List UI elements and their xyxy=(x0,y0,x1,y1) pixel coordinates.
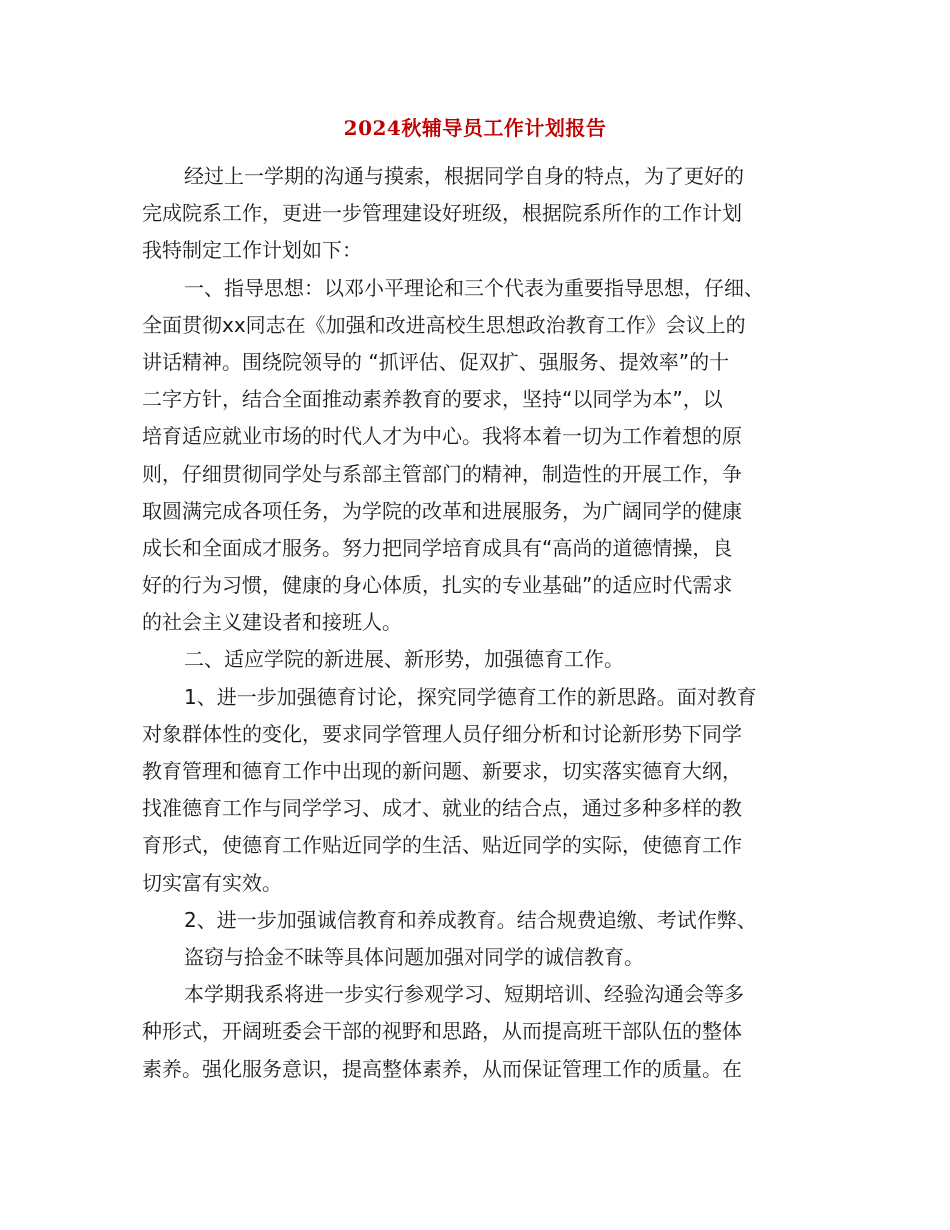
body-line: 种形式，开阔班委会干部的视野和思路，从而提高班干部队伍的整体 xyxy=(142,1019,742,1044)
body-line: 育形式，使德育工作贴近同学的生活、贴近同学的实际，使德育工作 xyxy=(142,833,742,858)
body-line: 好的行为习惯，健康的身心体质，扎实的专业基础”的适应时代需求 xyxy=(142,573,733,598)
body-line: 本学期我系将进一步实行参观学习、短期培训、经验沟通会等多 xyxy=(184,982,744,1007)
body-line: 二字方针，结合全面推动素养教育的要求，坚持“以同学为本”，以 xyxy=(142,387,723,412)
body-line: 我特制定工作计划如下： xyxy=(142,238,362,263)
body-line: 全面贯彻xx同志在《加强和改进高校生思想政治教育工作》会议上的 xyxy=(142,312,746,337)
body-line: 经过上一学期的沟通与摸索，根据同学自身的特点，为了更好的 xyxy=(184,164,744,188)
document-body xyxy=(142,158,822,1088)
body-line: 1、进一步加强德育讨论，探究同学德育工作的新思路。面对教育 xyxy=(184,684,757,709)
body-line: 讲话精神。围绕院领导的 “抓评估、促双扩、强服务、提效率”的十 xyxy=(142,349,730,374)
body-line: 取圆满完成各项任务，为学院的改革和进展服务，为广阔同学的健康 xyxy=(142,498,742,523)
body-line: 切实富有实效。 xyxy=(142,870,282,895)
body-line: 2、进一步加强诚信教育和养成教育。结合规费追缴、考试作弊、 xyxy=(184,907,757,932)
body-line: 的社会主义建设者和接班人。 xyxy=(142,610,402,635)
body-line: 成长和全面成才服务。努力把同学培育成具有“高尚的道德情操，良 xyxy=(142,535,733,560)
body-line: 培育适应就业市场的时代人才为中心。我将本着一切为工作着想的原 xyxy=(142,424,742,449)
body-line: 二、适应学院的新进展、新形势，加强德育工作。 xyxy=(184,647,624,672)
document-title: 2024秋辅导员工作计划报告 xyxy=(343,116,607,140)
body-line: 教育管理和德育工作中出现的新问题、新要求，切实落实德育大纲， xyxy=(142,759,742,783)
body-line: 盗窃与拾金不昧等具体问题加强对同学的诚信教育。 xyxy=(184,944,644,969)
body-line: 对象群体性的变化，要求同学管理人员仔细分析和讨论新形势下同学 xyxy=(142,721,742,746)
body-line: 则，仔细贯彻同学处与系部主管部门的精神，制造性的开展工作，争 xyxy=(142,461,742,486)
body-line: 素养。强化服务意识，提高整体素养，从而保证管理工作的质量。在 xyxy=(142,1056,742,1081)
body-line: 一、指导思想：以邓小平理论和三个代表为重要指导思想，仔细、 xyxy=(184,275,764,300)
body-line: 找准德育工作与同学学习、成才、就业的结合点，通过多种多样的教 xyxy=(142,796,742,821)
body-line: 完成院系工作，更进一步管理建设好班级，根据院系所作的工作计划 xyxy=(142,201,742,226)
